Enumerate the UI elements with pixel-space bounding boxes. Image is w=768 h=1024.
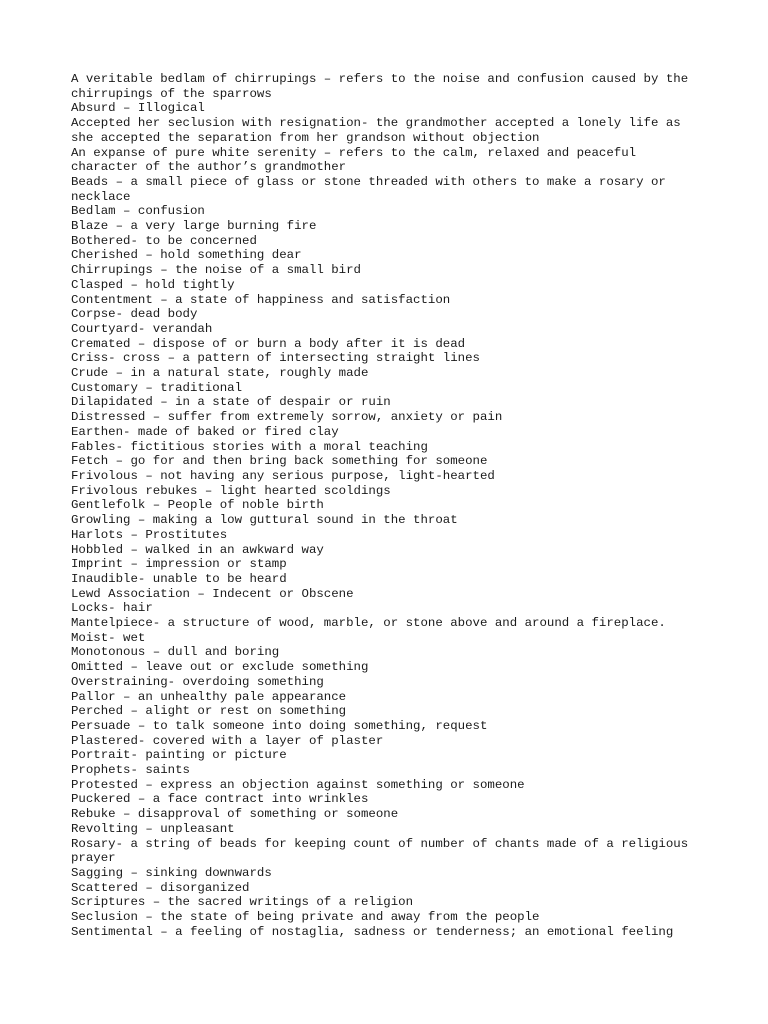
glossary-entry: Lewd Association – Indecent or Obscene <box>71 586 354 601</box>
glossary-entry: Mantelpiece- a structure of wood, marble, or stone above and around a fireplace. <box>71 616 666 631</box>
glossary-entry: Locks- hair <box>71 601 153 616</box>
glossary-entry: Customary – traditional <box>71 380 243 395</box>
glossary-entry: Imprint – impression or stamp <box>71 557 287 572</box>
glossary-entry: Beads – a small piece of glass or stone threaded with others to make a rosary or necklace <box>71 174 666 204</box>
glossary-entry: Pallor – an unhealthy pale appearance <box>71 689 347 704</box>
glossary-entry: Clasped – hold tightly <box>71 277 235 292</box>
glossary-entry: Puckered – a face contract into wrinkles <box>71 792 369 807</box>
glossary-entry: Seclusion – the state of being private and away from the people <box>71 910 540 925</box>
glossary-entry: Harlots – Prostitutes <box>71 527 228 542</box>
glossary-entry: Bothered- to be concerned <box>71 233 257 248</box>
glossary-entry: Rebuke – disapproval of something or someone <box>71 807 399 822</box>
glossary-entry: Portrait- painting or picture <box>71 748 287 763</box>
glossary-entry: Fables- fictitious stories with a moral teaching <box>71 439 428 454</box>
glossary-entry: Accepted her seclusion with resignation- the grandmother accepted a lonely life as she accepted the separation from her grandson without objection <box>71 116 681 145</box>
glossary-entry: Sagging – sinking downwards <box>71 865 272 880</box>
glossary-entry: Protested – express an objection against something or someone <box>71 777 525 792</box>
glossary-entry: Sentimental – a feeling of nostaglia, sadness or tenderness; an emotional feeling <box>71 924 674 939</box>
glossary-entry: Criss- cross – a pattern of intersecting straight lines <box>71 351 480 366</box>
glossary-entry: Cremated – dispose of or burn a body after it is dead <box>71 336 466 351</box>
glossary-entry: Persuade – to talk someone into doing something, request <box>71 718 488 733</box>
glossary-entry: A veritable bedlam of chirrupings – refers to the noise and confusion caused by the chirrupings of the sparrows <box>71 72 689 101</box>
glossary-list <box>71 72 711 939</box>
glossary-entry: Moist- wet <box>71 630 146 645</box>
glossary-entry: Scriptures – the sacred writings of a religion <box>71 895 414 910</box>
glossary-entry: Perched – alight or rest on something <box>71 704 347 719</box>
glossary-entry: Frivolous rebukes – light hearted scoldings <box>71 483 391 498</box>
glossary-entry: Growling – making a low guttural sound in the throat <box>71 513 458 528</box>
glossary-entry: Revolting – unpleasant <box>71 821 235 836</box>
glossary-entry: Dilapidated – in a state of despair or ruin <box>71 395 391 410</box>
glossary-entry: Frivolous – not having any serious purpose, light-hearted <box>71 468 495 483</box>
glossary-entry: Prophets- saints <box>71 763 190 778</box>
glossary-entry: Corpse- dead body <box>71 307 198 322</box>
glossary-entry: Blaze – a very large burning fire <box>71 219 317 234</box>
glossary-entry: Monotonous – dull and boring <box>71 645 280 660</box>
glossary-entry: Scattered – disorganized <box>71 880 250 895</box>
glossary-entry: Omitted – leave out or exclude something <box>71 660 369 675</box>
glossary-entry: Hobbled – walked in an awkward way <box>71 542 324 557</box>
glossary-entry: Crude – in a natural state, roughly made <box>71 366 369 381</box>
glossary-entry: Overstraining- overdoing something <box>71 674 324 689</box>
glossary-entry: Cherished – hold something dear <box>71 248 302 263</box>
glossary-entry: Absurd – Illogical <box>71 101 205 116</box>
glossary-entry: Inaudible- unable to be heard <box>71 571 287 586</box>
glossary-entry: Chirrupings – the noise of a small bird <box>71 263 361 278</box>
glossary-entry: Bedlam – confusion <box>71 204 205 219</box>
glossary-entry: Fetch – go for and then bring back something for someone <box>71 454 488 469</box>
glossary-entry: Contentment – a state of happiness and satisfaction <box>71 292 451 307</box>
glossary-entry: Plastered- covered with a layer of plaster <box>71 733 384 748</box>
glossary-entry: Courtyard- verandah <box>71 321 213 336</box>
glossary-entry: An expanse of pure white serenity – refers to the calm, relaxed and peaceful character of the author’s grandmother <box>71 145 637 175</box>
glossary-entry: Earthen- made of baked or fired clay <box>71 424 339 439</box>
glossary-entry: Rosary- a string of beads for keeping count of number of chants made of a religious prayer <box>71 836 689 866</box>
glossary-entry: Distressed – suffer from extremely sorrow, anxiety or pain <box>71 410 503 425</box>
glossary-entry: Gentlefolk – People of noble birth <box>71 498 324 513</box>
